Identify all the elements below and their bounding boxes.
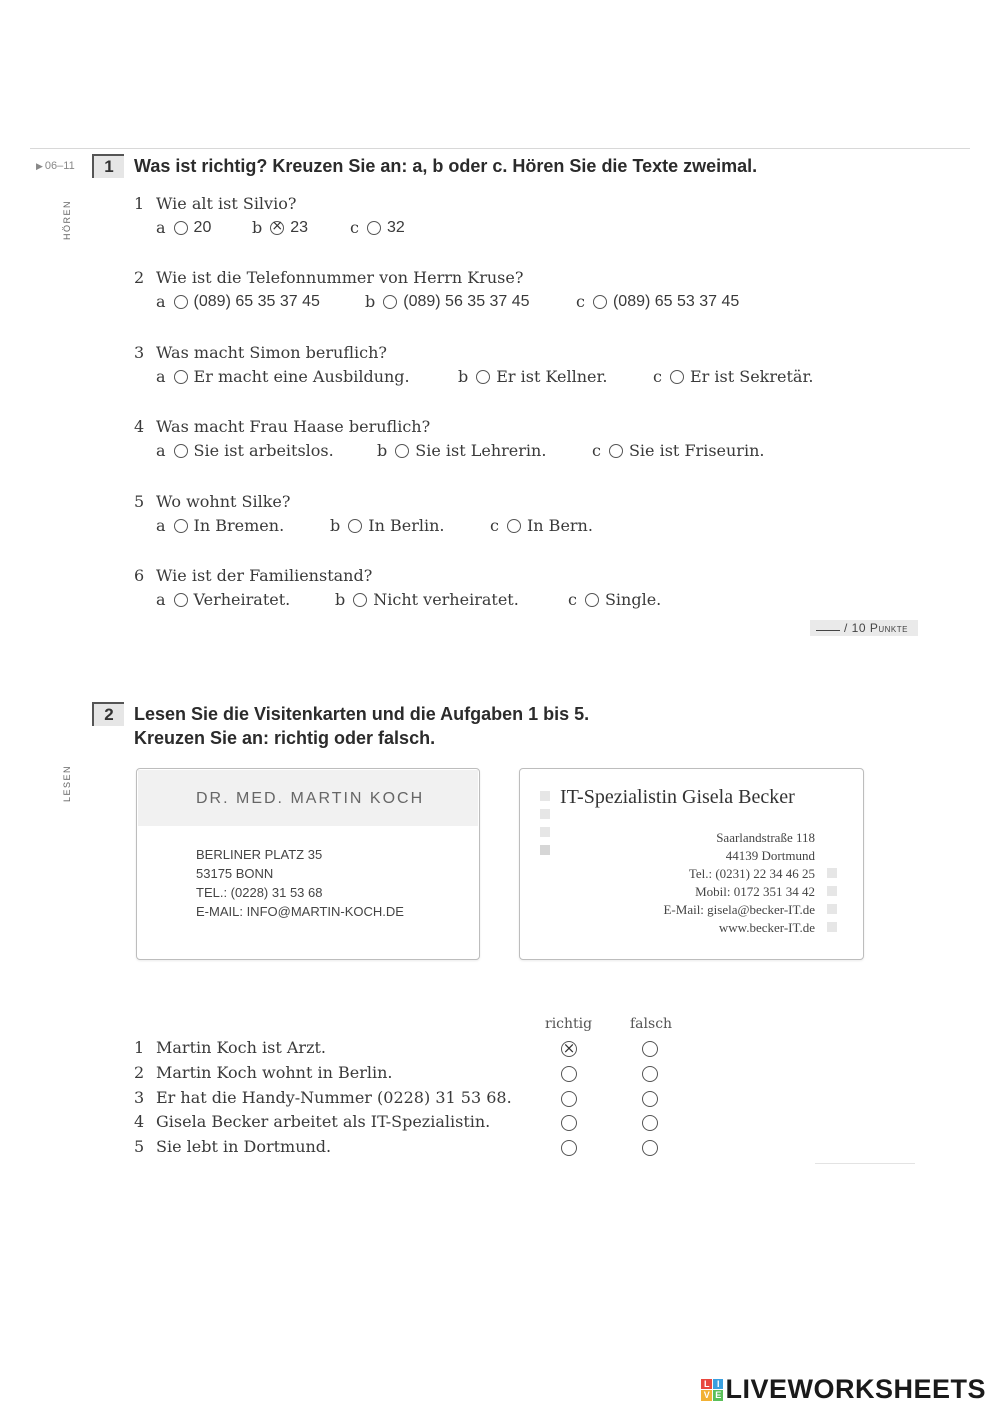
statement-text: Gisela Becker arbeitet als IT-Spezialistin. (156, 1112, 491, 1131)
statement-number: 5 (134, 1137, 145, 1156)
question-1-option-c[interactable] (350, 218, 405, 237)
option-letter: c (568, 590, 577, 609)
statement-number: 1 (134, 1038, 145, 1057)
question-text: Was macht Simon beruflich? (156, 343, 387, 362)
section-2-instruction-2: Kreuzen Sie an: richtig oder falsch. (134, 728, 436, 748)
radio-icon[interactable] (585, 593, 599, 607)
statement-number: 2 (134, 1063, 145, 1082)
brand-name: LIVEWORKSHEETS (725, 1374, 986, 1404)
option-letter: a (156, 218, 166, 237)
question-4-option-c[interactable] (592, 441, 764, 460)
question-5-option-a[interactable] (156, 516, 284, 535)
points-blank[interactable] (816, 620, 840, 631)
logo-letter: I (713, 1379, 724, 1390)
statement-3-falsch-radio-icon[interactable] (642, 1091, 658, 1107)
option-text: Sie ist Friseurin. (628, 441, 765, 460)
radio-icon[interactable] (174, 444, 188, 458)
question-2-option-c[interactable] (576, 292, 739, 311)
top-rule (30, 148, 970, 149)
statement-text: Martin Koch ist Arzt. (156, 1038, 327, 1057)
logo-letter: V (701, 1390, 712, 1401)
option-text: 23 (290, 218, 309, 236)
logo-letter: L (701, 1379, 712, 1390)
question-1 (134, 194, 296, 213)
question-text: Was macht Frau Haase beruflich? (156, 417, 431, 436)
decor-square (827, 904, 837, 914)
radio-icon[interactable] (507, 519, 521, 533)
question-4 (134, 417, 430, 436)
card-koch-title: DR. MED. MARTIN KOCH (138, 770, 478, 826)
option-letter: c (592, 441, 601, 460)
option-text: Single. (604, 590, 662, 609)
option-letter: c (576, 292, 585, 311)
question-text: Wo wohnt Silke? (156, 492, 291, 511)
radio-icon[interactable] (174, 221, 188, 235)
statement-text: Martin Koch wohnt in Berlin. (156, 1063, 393, 1082)
question-3-option-c[interactable] (653, 367, 813, 386)
option-letter: b (365, 292, 376, 311)
statement-2-richtig-radio-icon[interactable] (561, 1066, 577, 1082)
decor-square (827, 886, 837, 896)
option-letter: b (252, 218, 263, 237)
radio-icon[interactable] (348, 519, 362, 533)
statement-text: Er hat die Handy-Nummer (0228) 31 53 68. (156, 1088, 512, 1107)
question-3-option-b[interactable] (458, 367, 607, 386)
section-1-instruction: Was ist richtig? Kreuzen Sie an: a, b oder c. Hören Sie die Texte zweimal. (134, 156, 758, 176)
option-letter: b (458, 367, 469, 386)
radio-icon[interactable] (593, 295, 607, 309)
option-text: 20 (193, 218, 212, 236)
question-number: 2 (134, 268, 145, 287)
decor-square (540, 791, 550, 801)
section-2-instruction-1: Lesen Sie die Visitenkarten und die Aufgaben 1 bis 5. (134, 704, 590, 724)
question-number: 3 (134, 343, 145, 362)
statement-5-falsch-radio-icon[interactable] (642, 1140, 658, 1156)
statement-2 (134, 1063, 392, 1082)
liveworksheets-logo-icon (701, 1379, 723, 1401)
card-becker-phone: Tel.: (0231) 22 34 46 25 (688, 866, 815, 881)
option-text: Sie ist Lehrerin. (415, 441, 547, 460)
card-koch-address: BERLINER PLATZ 35 (196, 847, 323, 862)
question-text: Wie alt ist Silvio? (156, 194, 297, 213)
radio-icon[interactable] (367, 221, 381, 235)
card-becker-city: 44139 Dortmund (725, 848, 815, 863)
radio-icon[interactable] (174, 370, 188, 384)
question-6-option-a[interactable] (156, 590, 290, 609)
option-text: In Bern. (526, 516, 593, 535)
card-becker-email: E-Mail: gisela@becker-IT.de (663, 902, 815, 917)
question-2-option-b[interactable] (365, 292, 530, 311)
question-5-option-b[interactable] (330, 516, 444, 535)
section-1-number: 1 (92, 154, 124, 178)
column-header-falsch: falsch (630, 1016, 673, 1032)
question-number: 4 (134, 417, 145, 436)
statement-1-richtig-checked-radio-icon[interactable] (561, 1041, 577, 1057)
option-text: Er ist Kellner. (496, 367, 608, 386)
statement-3 (134, 1088, 512, 1107)
question-6 (134, 566, 372, 585)
question-3-option-a[interactable] (156, 367, 410, 386)
statement-5-richtig-radio-icon[interactable] (561, 1140, 577, 1156)
option-text: Er macht eine Ausbildung. (193, 367, 410, 386)
question-6-option-c[interactable] (568, 590, 661, 609)
option-letter: b (377, 441, 388, 460)
radio-icon[interactable] (353, 593, 367, 607)
column-header-richtig: richtig (545, 1016, 593, 1032)
question-number: 1 (134, 194, 145, 213)
question-1-option-a[interactable] (156, 218, 211, 237)
option-letter: c (490, 516, 499, 535)
option-letter: b (335, 590, 346, 609)
radio-icon[interactable] (174, 593, 188, 607)
card-becker-mobile: Mobil: 0172 351 34 42 (695, 884, 815, 899)
statement-3-richtig-radio-icon[interactable] (561, 1091, 577, 1107)
option-text: In Berlin. (368, 516, 445, 535)
option-text: (089) 56 35 37 45 (403, 292, 530, 310)
card-koch-phone: TEL.: (0228) 31 53 68 (196, 885, 323, 900)
option-text: Nicht verheiratet. (373, 590, 519, 609)
question-6-option-b[interactable] (335, 590, 519, 609)
card-koch-city: 53175 BONN (196, 866, 274, 881)
question-3 (134, 343, 387, 362)
statement-text: Sie lebt in Dortmund. (156, 1137, 332, 1156)
question-2 (134, 268, 523, 287)
question-4-option-a[interactable] (156, 441, 334, 460)
option-letter: a (156, 441, 166, 460)
business-card-koch (136, 768, 480, 960)
statement-1-falsch-radio-icon[interactable] (642, 1041, 658, 1057)
decor-square (540, 845, 550, 855)
statement-number: 4 (134, 1112, 145, 1131)
radio-icon[interactable] (395, 444, 409, 458)
option-text: Er ist Sekretär. (689, 367, 814, 386)
option-letter: a (156, 590, 166, 609)
radio-icon[interactable] (174, 295, 188, 309)
option-text: In Bremen. (193, 516, 285, 535)
points-box: / 10 Punkte (810, 620, 918, 636)
statement-5 (134, 1137, 331, 1156)
option-text: (089) 65 53 37 45 (612, 292, 740, 310)
statement-4-richtig-radio-icon[interactable] (561, 1115, 577, 1131)
question-4-option-b[interactable] (377, 441, 546, 460)
statement-4 (134, 1112, 490, 1131)
end-rule (815, 1163, 915, 1164)
logo-letter: E (713, 1390, 724, 1401)
business-card-becker (519, 768, 864, 960)
radio-icon[interactable] (383, 295, 397, 309)
question-5 (134, 492, 290, 511)
option-letter: a (156, 367, 166, 386)
statement-1 (134, 1038, 326, 1057)
question-text: Wie ist die Telefonnummer von Herrn Kruse? (156, 268, 524, 287)
question-text: Wie ist der Familienstand? (156, 566, 373, 585)
card-becker-street: Saarlandstraße 118 (716, 830, 815, 845)
statement-number: 3 (134, 1088, 145, 1107)
statement-4-falsch-radio-icon[interactable] (642, 1115, 658, 1131)
option-letter: c (350, 218, 359, 237)
question-number: 5 (134, 492, 145, 511)
radio-icon[interactable] (174, 519, 188, 533)
side-label-lesen: LESEN (62, 764, 72, 802)
radio-icon[interactable] (609, 444, 623, 458)
statement-2-falsch-radio-icon[interactable] (642, 1066, 658, 1082)
option-text: Sie ist arbeitslos. (193, 441, 334, 460)
option-letter: b (330, 516, 341, 535)
decor-square (540, 809, 550, 819)
decor-square (827, 868, 837, 878)
option-letter: c (653, 367, 662, 386)
question-5-option-c[interactable] (490, 516, 593, 535)
option-letter: a (156, 516, 166, 535)
side-label-hoeren: HÖREN (62, 199, 72, 240)
decor-square (540, 827, 550, 837)
option-text: 32 (386, 218, 405, 236)
section-2-number: 2 (92, 702, 124, 726)
radio-icon[interactable] (476, 370, 490, 384)
radio-icon[interactable] (670, 370, 684, 384)
option-letter: a (156, 292, 166, 311)
checked-radio-icon[interactable] (270, 221, 284, 235)
option-text: (089) 65 35 37 45 (193, 292, 320, 310)
play-icon: ▶ (36, 161, 43, 171)
question-1-option-b[interactable] (252, 218, 308, 237)
liveworksheets-brand (701, 1374, 986, 1405)
card-becker-title: IT-Spezialistin Gisela Becker (560, 786, 795, 808)
audio-track-label: ▶ 06–11 (36, 160, 75, 172)
decor-square (827, 922, 837, 932)
question-2-option-a[interactable] (156, 292, 320, 311)
option-text: Verheiratet. (193, 590, 291, 609)
question-number: 6 (134, 566, 145, 585)
card-koch-email: E-MAIL: INFO@MARTIN-KOCH.DE (196, 904, 404, 919)
card-becker-website: www.becker-IT.de (718, 920, 815, 935)
